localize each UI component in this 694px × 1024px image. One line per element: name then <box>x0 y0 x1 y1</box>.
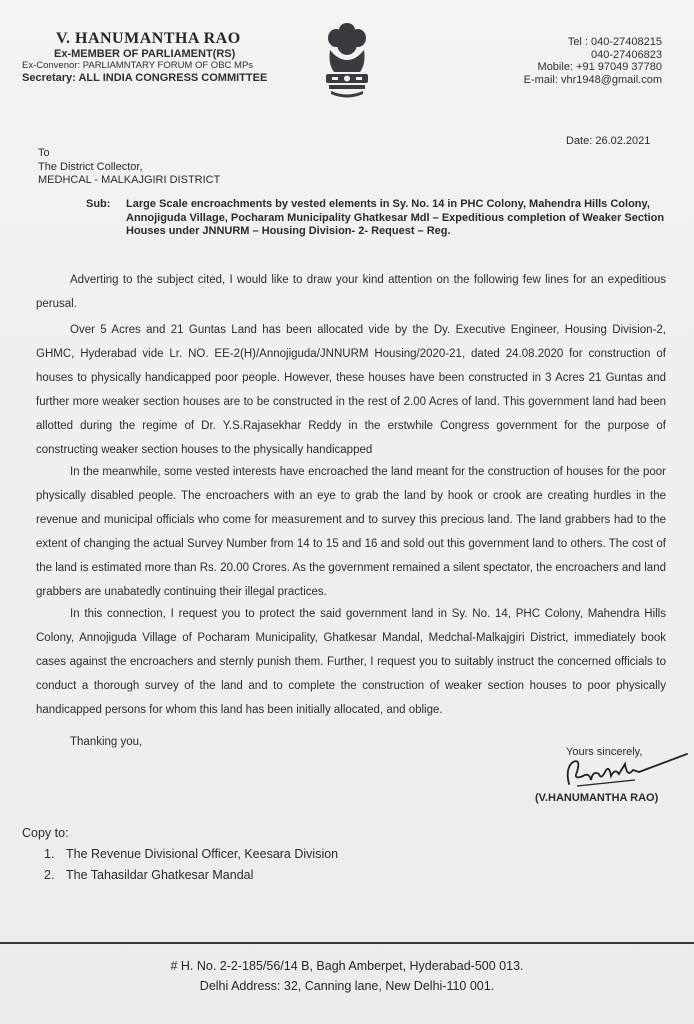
yours-sincerely: Yours sincerely, <box>566 746 643 758</box>
paragraph-3 <box>36 460 666 604</box>
recipient-district: MEDHCAL - MALKAJGIRI DISTRICT <box>38 174 221 186</box>
telephone-2: 040-27406823 <box>591 48 662 61</box>
paragraph-2-text: Over 5 Acres and 21 Guntas Land has been allocated vide by the Dy. Executive Engineer, Housing Division-2, GHMC, Hyderabad vide Lr. NO. EE-2(H)/Annojiguda/JNNURM Housing/2020-21, dated 24.08.2020 for construction of houses to physically handicapped poor people. However, these houses have been constructed in 3 Acres 21 Guntas and further more weaker section houses are to be constructed in the rest of 2.00 Acres of land. This government land had been allotted during the regime of Dr. Y.S.Rajasekhar Reddy in the erstwhile Congress government for the purpose of constructing weaker section houses to the physically handicapped <box>36 324 666 456</box>
list-number: 2. <box>44 868 55 882</box>
handwritten-signature <box>555 750 694 792</box>
sender-name: V. HANUMANTHA RAO <box>56 30 241 47</box>
paragraph-4-text: In this connection, I request you to protect the said government land in Sy. No. 14, PHC Colony, Mahendra Hills Colony, Annojiguda Village of Pocharam Municipality, Ghatkesar Mandal, Medchal-Malkajgiri District, immediately book cases against the encroachers and sternly punish them. Further, I request you to suitably instruct the concerned officials to conduct a thorough survey of the land and to complete the construction of weaker section houses to poor physically handicapped persons for whom this land has been initially allocated, and oblige. <box>36 608 666 716</box>
telephone: Tel : 040-27408215 <box>567 36 662 48</box>
list-item-text: The Revenue Divisional Officer, Keesara Division <box>66 847 339 861</box>
recipient-title: The District Collector, <box>38 160 143 173</box>
thanking-line: Thanking you, <box>70 736 143 748</box>
recipient-to: To <box>38 147 50 159</box>
mobile: Mobile: +91 97049 37780 <box>537 61 662 73</box>
paragraph-4 <box>36 602 666 722</box>
subject-text: Large Scale encroachments by vested elements in Sy. No. 14 in PHC Colony, Mahendra Hills Colony, Annojiguda Village, Pocharam Municipality Ghatkesar Mdl – Expeditious completion of Weaker Section Houses under JNNURM – Housing Division- 2- Request – Reg. <box>126 198 665 237</box>
list-item <box>44 865 338 886</box>
paragraph-3-text: In the meanwhile, some vested interests have encroached the land meant for the construction of houses for the poor physically disabled people. The encroachers with an eye to grab the land by hook or crook are creating hurdles in the revenue and municipal officials who come for measurement and to survey this precious land. The land grabbers had to the extent of changing the actual Survey Number from 14 to 15 and 16 and sold out this government land to others. The cost of the land is estimated more than Rs. 20.00 Crores. As the government remained a silent spectator, the encroachers and land grabbers are unabatedly continuing their illegal practices. <box>36 466 666 598</box>
footer-divider <box>0 942 694 944</box>
sender-forum: Ex-Convenor: PARLIAMNTARY FORUM OF OBC MPs <box>22 60 254 71</box>
sender-secretary: Secretary: ALL INDIA CONGRESS COMMITTEE <box>22 72 268 84</box>
recipient-block <box>38 147 220 188</box>
paragraph-1 <box>36 268 666 316</box>
letter-date: Date: 26.02.2021 <box>566 135 651 147</box>
email: E-mail: vhr1948@gmail.com <box>523 73 662 86</box>
list-number: 1. <box>44 847 55 861</box>
subject-label: Sub: <box>86 198 111 210</box>
paragraph-2 <box>36 318 666 462</box>
footer-address: # H. No. 2-2-185/56/14 B, Bagh Amberpet, Hyderabad-500 013. <box>170 959 524 973</box>
paragraph-1-text: Adverting to the subject cited, I would like to draw your kind attention on the following few lines for an expeditious perusal. <box>36 274 666 310</box>
copy-heading: Copy to: <box>22 826 69 840</box>
national-emblem-icon <box>316 20 378 102</box>
list-item <box>44 844 338 865</box>
footer-delhi-address: Delhi Address: 32, Canning lane, New Delhi-110 001. <box>199 979 495 993</box>
subject-block <box>86 198 666 239</box>
letterhead-contact <box>462 36 662 86</box>
sender-title: Ex-MEMBER OF PARLIAMENT(RS) <box>54 48 236 60</box>
signatory-name: (V.HANUMANTHA RAO) <box>535 792 659 804</box>
copy-to-block <box>22 823 338 886</box>
copy-list <box>44 844 338 886</box>
letterhead-left <box>22 30 322 84</box>
list-item-text: The Tahasildar Ghatkesar Mandal <box>66 868 254 882</box>
